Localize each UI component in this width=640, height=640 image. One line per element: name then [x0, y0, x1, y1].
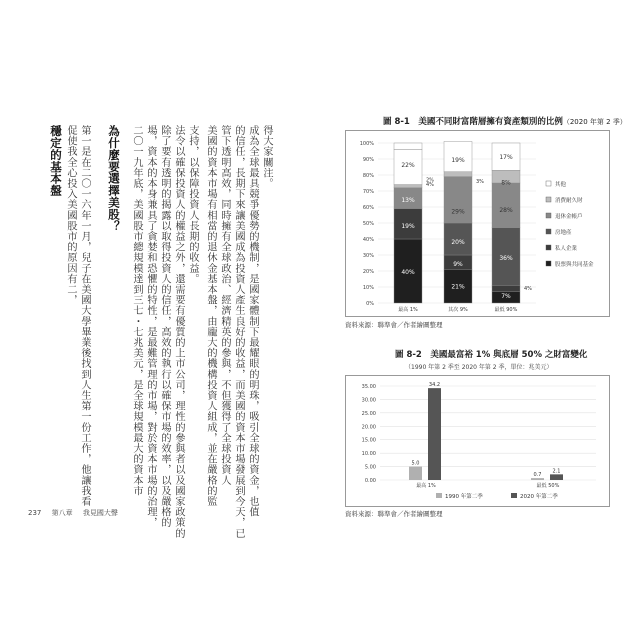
bar — [550, 474, 563, 480]
data-label: 0.7 — [533, 472, 542, 479]
bar — [428, 388, 441, 480]
text-column: 支持，以保障投資人長期的收益。 — [187, 125, 198, 284]
figure1-title-text: 圖 8-1 美國不同財富階層擁有資產類別的比例 — [383, 117, 563, 127]
legend-swatch — [546, 197, 551, 202]
text-column: 場，資本的本身兼具了貪婪和恐懼的特性，是最難管理的市場，對於資本市場的治理， — [145, 125, 156, 528]
bar-segment — [492, 285, 520, 291]
text-column: 法令以確保投資人的權益之外，還需要有優質的上市公司，理性的參與者以及國家政策的 — [173, 125, 184, 539]
x-tick-label: 其次 9% — [448, 307, 468, 313]
bar-segment — [394, 143, 422, 149]
legend-swatch — [546, 181, 551, 186]
legend-swatch — [546, 245, 551, 250]
data-label: 4% — [426, 182, 434, 189]
y-tick-label: 100% — [359, 141, 374, 147]
legend-swatch — [511, 493, 517, 498]
data-label: 17% — [499, 154, 513, 161]
y-tick-label: 60% — [362, 205, 374, 211]
y-tick-label: 0% — [366, 301, 374, 307]
text-column: 二〇一九年底，美國股市總規模達到三七・七兆美元，是全球規模最大的資本市 — [131, 125, 142, 496]
data-label: 34.2 — [428, 382, 441, 389]
page-number: 237 — [28, 509, 42, 517]
x-tick-label: 最高 1% — [416, 483, 436, 489]
text-column: 第一是在二〇一六年一月，兒子在美國大學畢業後找到人生第一份工作，他讓我看 — [79, 125, 90, 507]
data-label: 13% — [401, 197, 415, 205]
data-label: 8% — [501, 179, 511, 187]
legend-label: 股票與共同基金 — [555, 262, 594, 268]
data-label: 3% — [476, 179, 484, 185]
figure1-source: 資料來源：聯準會／作者繪圖整理 — [345, 321, 443, 329]
figure2-chart — [346, 376, 609, 506]
section-label: 我見國大聲 — [82, 509, 118, 517]
legend-label: 1990 年第二季 — [445, 494, 483, 500]
text-column: 管下透明高效，同時擁有全球政治、經濟精英的參與，不但獲得了全球投資人 — [219, 125, 230, 486]
data-label: 2.1 — [552, 468, 561, 475]
text-column: 的信任，長期下來讓美國成為投資人產生良好的收益，而美國的資本市場發展到今天，已 — [233, 125, 244, 539]
legend-swatch — [546, 213, 551, 218]
y-tick-label: 0.00 — [364, 478, 376, 484]
y-tick-label: 70% — [362, 189, 374, 195]
y-tick-label: 40% — [362, 237, 374, 243]
text-column: 促使我全心投入美國股市的原因有二， — [65, 125, 76, 306]
figure2-subtitle: （1990 年第 2 季至 2020 年第 2 季，單位：兆美元） — [405, 364, 553, 371]
y-tick-label: 30.00 — [361, 397, 376, 404]
y-tick-label: 15.00 — [361, 437, 376, 444]
legend-label: 2020 年第二季 — [520, 494, 558, 500]
y-tick-label: 10% — [362, 285, 374, 291]
data-label: 19% — [401, 222, 415, 230]
data-label: 9% — [453, 261, 463, 269]
data-label: 4% — [524, 286, 532, 293]
data-label: 5.0 — [411, 460, 420, 467]
text-column: 得大家關注。 — [261, 125, 272, 189]
legend-swatch — [546, 261, 551, 266]
legend-label: 房地產 — [555, 230, 572, 236]
bar-segment — [444, 172, 472, 177]
data-label: 40% — [401, 269, 415, 277]
legend-label: 退休金帳戶 — [555, 214, 583, 220]
y-tick-label: 25.00 — [361, 410, 376, 417]
y-tick-label: 20% — [362, 269, 374, 275]
data-label: 36% — [499, 254, 513, 262]
section-heading: 穩定的基本盤 — [49, 125, 63, 197]
legend-swatch — [546, 229, 551, 234]
figure1-chart-box — [345, 130, 610, 317]
y-tick-label: 90% — [362, 157, 374, 163]
text-column: 成為全球最具競爭優勢的機制，是國家體制下最耀眼的明珠，吸引全球的資金，也值 — [247, 125, 258, 518]
bar-segment — [492, 183, 520, 228]
data-label: 19% — [451, 157, 465, 165]
bar-segment — [394, 185, 422, 188]
figure2-source: 資料來源：聯準會／作者繪圖整理 — [345, 510, 443, 518]
legend-swatch — [436, 493, 442, 498]
y-tick-label: 20.00 — [361, 424, 376, 431]
data-label: 20% — [451, 238, 465, 246]
bar-segment — [444, 177, 472, 223]
x-tick-label: 最低 90% — [494, 307, 518, 313]
figure1-title — [383, 115, 627, 127]
y-tick-label: 80% — [362, 173, 374, 179]
figure1-title-sub: （2020 年第 2 季） — [562, 118, 627, 126]
data-label: 21% — [451, 283, 465, 291]
figure2-chart-box — [345, 375, 610, 507]
legend-label: 其他 — [555, 182, 567, 188]
figure1-chart — [346, 131, 609, 316]
bar — [409, 467, 422, 480]
data-label: 2% — [426, 177, 434, 184]
legend-label: 消費耐久財 — [555, 198, 583, 204]
legend-label: 私人企業 — [555, 246, 578, 252]
section-heading: 為什麼要選擇美股？ — [107, 125, 121, 233]
y-tick-label: 30% — [362, 253, 374, 259]
x-tick-label: 最低 50% — [536, 483, 560, 489]
bar — [531, 478, 544, 480]
data-label: 29% — [451, 208, 465, 216]
data-label: 22% — [401, 162, 415, 169]
text-column: 除了要有透明的揭露以取得投資人的信任，高效的執行以確保市場的效率，以及嚴格的 — [159, 125, 170, 528]
data-label: 28% — [499, 206, 513, 214]
page-footer — [28, 508, 126, 518]
y-tick-label: 35.00 — [361, 384, 376, 390]
text-column: 美國的資本市場有相當的退休金基本盤，由龐大的機構投資人組成，並在嚴格的監 — [205, 125, 216, 507]
x-tick-label: 最高 1% — [398, 307, 418, 313]
figure2-title: 圖 8-2 美國最富裕 1% 與底層 50% 之財富變化 — [395, 350, 588, 360]
y-tick-label: 10.00 — [361, 451, 376, 458]
chapter-label: 第八章 — [51, 509, 73, 517]
data-label: 7% — [501, 293, 511, 301]
y-tick-label: 50% — [362, 221, 374, 227]
y-tick-label: 5.00 — [364, 464, 376, 471]
